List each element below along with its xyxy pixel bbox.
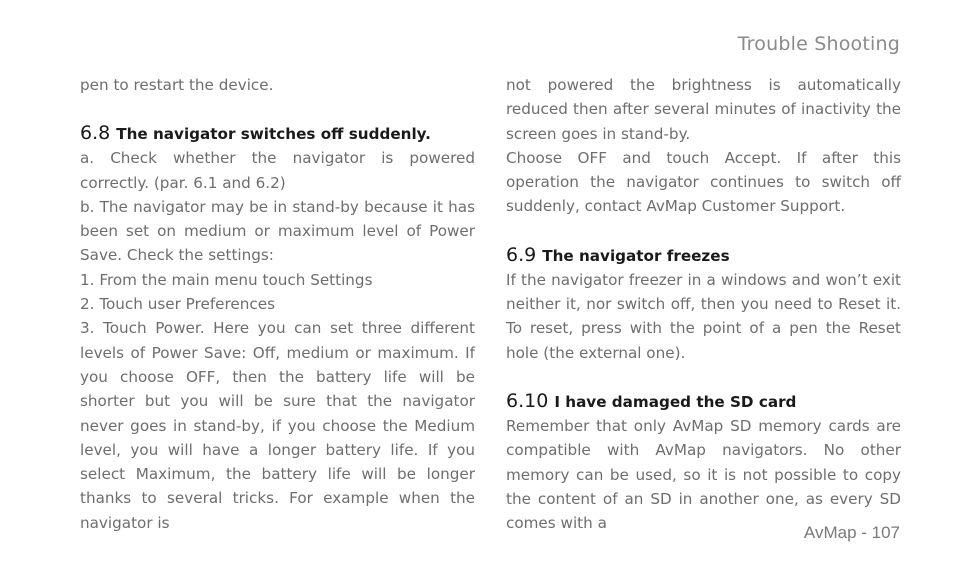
section-title: The navigator switches off suddenly. <box>116 125 431 144</box>
section-number: 6.10 <box>506 389 549 412</box>
section-title: The navigator freezes <box>542 246 730 265</box>
continued-paragraph-2: Choose OFF and touch Accept. If after this operation the navigator continues to switch off suddenly, contact AvMap Customer Support. <box>506 148 901 216</box>
intro-paragraph: pen to restart the device. <box>80 76 274 94</box>
section-6-9-heading <box>506 243 901 268</box>
section-number: 6.8 <box>80 122 111 145</box>
paragraph-a: a. Check whether the navigator is powered correctly. (par. 6.1 and 6.2) <box>80 149 475 192</box>
step-1: 1. From the main menu touch Settings <box>80 270 373 289</box>
left-column <box>80 73 475 535</box>
step-2: 2. Touch user Preferences <box>80 295 276 314</box>
step-3: 3. Touch Power. Here you can set three different levels of Power Save: Off, medium or maximum. If you choose OFF, then the battery life will be shorter but you will be sure that the navigator never goes in stand-by, if you choose the Medium level, you will have a longer battery life. If you select Maximum, the battery life will be longer thanks to several tricks. For example when the navigator is <box>80 319 475 532</box>
section-6-9-body: If the navigator freezer in a windows and won’t exit neither it, nor switch off, then you need to Reset it. To reset, press with the point of a pen the Reset hole (the external one). <box>506 270 901 362</box>
paragraph-b: b. The navigator may be in stand-by because it has been set on medium or maximum level of Power Save. Check the settings: <box>80 197 475 265</box>
section-6-10-heading <box>506 389 901 414</box>
continued-paragraph: not powered the brightness is automatically reduced then after several minutes of inactivity the screen goes in stand-by. <box>506 76 901 143</box>
section-number: 6.9 <box>506 243 537 266</box>
right-column <box>506 73 901 535</box>
section-title: I have damaged the SD card <box>554 392 797 411</box>
page-footer: AvMap - 107 <box>803 523 900 542</box>
page-header-title: Trouble Shooting <box>737 33 900 55</box>
section-6-10-body: Remember that only AvMap SD memory cards are compatible with AvMap navigators. No other memory can be used, so it is not possible to copy the content of an SD in another one, as every SD comes with a <box>506 416 901 533</box>
section-6-8-heading <box>80 121 475 146</box>
